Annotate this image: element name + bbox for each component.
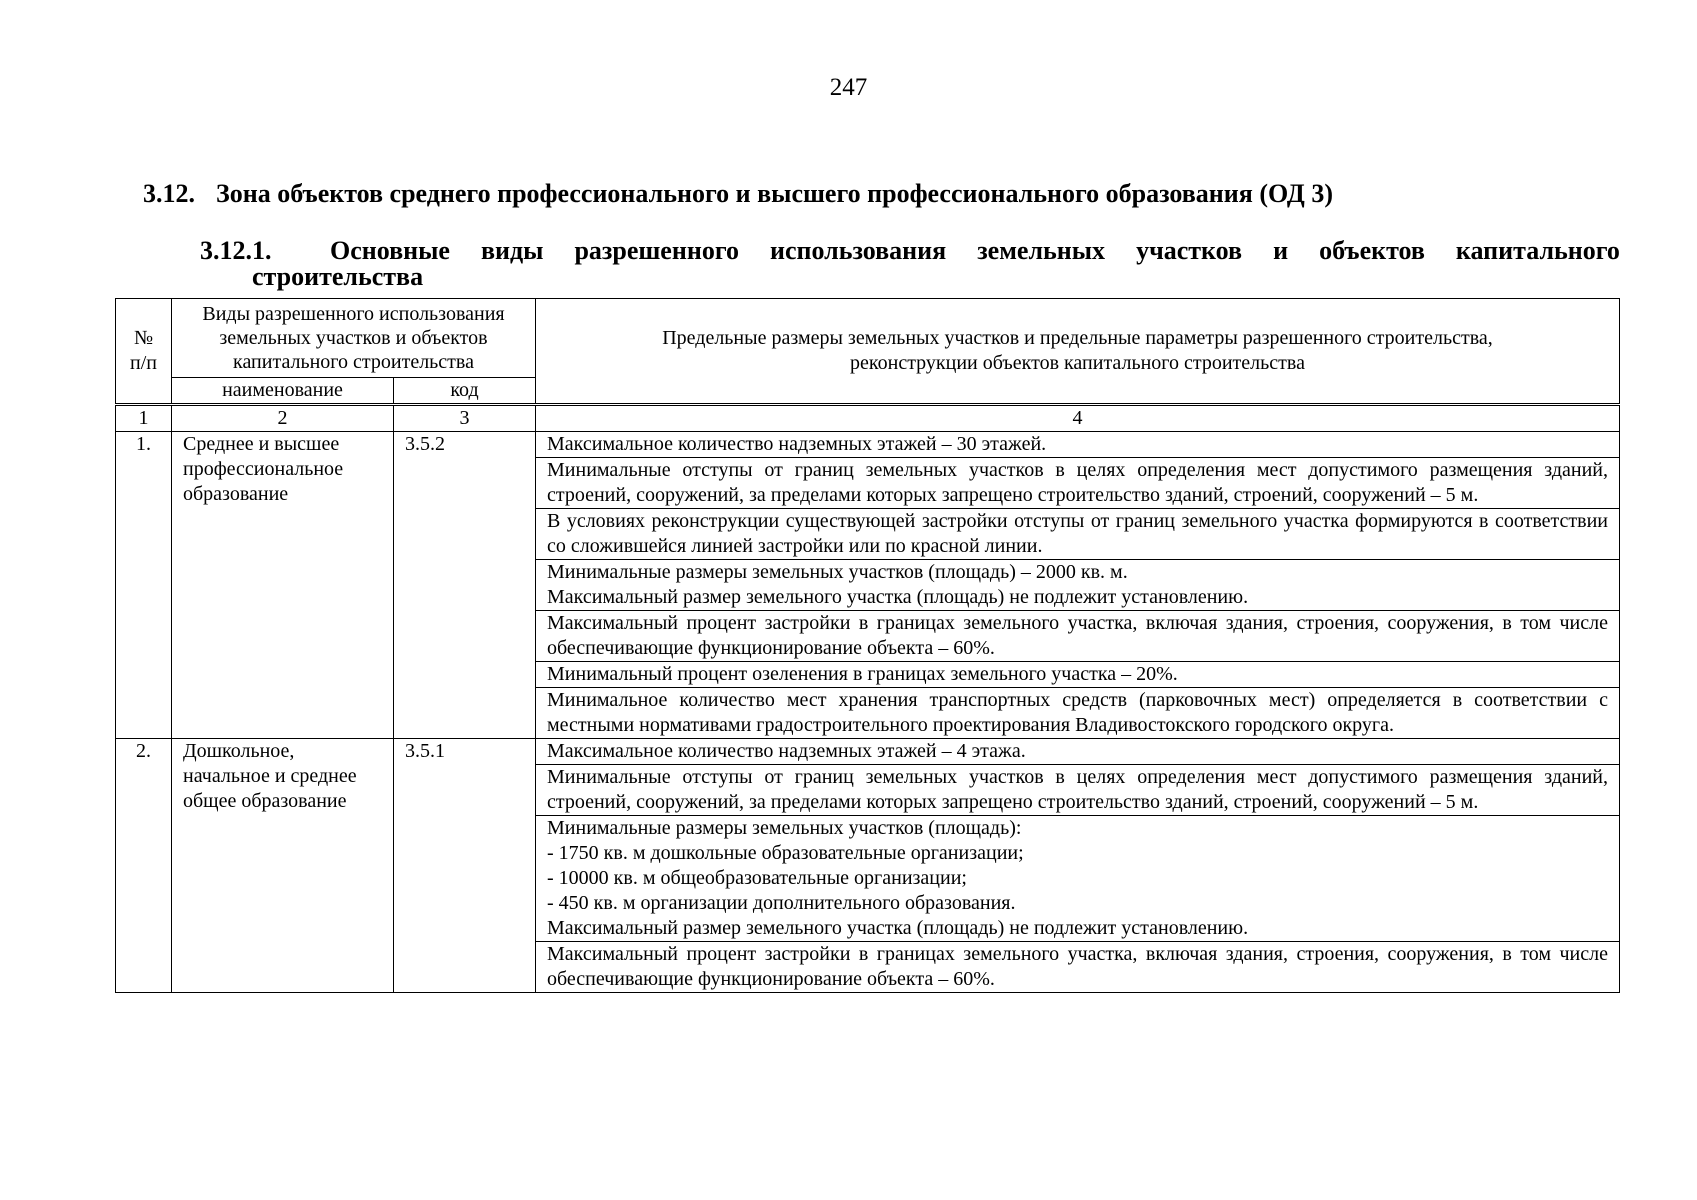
subsection-title-line2: строительства [252, 262, 424, 291]
parameter-cell: Минимальные отступы от границ земельных участков в целях определения мест допустимого размещения зданий, строений, сооружений, за пределами которых запрещено строительство зданий, строений, сооружений – 5 м. [536, 458, 1620, 509]
header-name: наименование [172, 378, 394, 404]
subsection-title-word: виды [480, 236, 544, 265]
subsection-title-word: объектов [1319, 236, 1425, 265]
section-title-text: Зона объектов среднего профессионального и высшего профессионального образования (ОД 3) [216, 179, 1333, 208]
subsection-title-word: разрешенного [574, 236, 739, 265]
subsection-title-word: использования [769, 236, 947, 265]
parameter-cell: Максимальный процент застройки в границах земельного участка, включая здания, строения, сооружения, в том числе обеспечивающие функционирование объекта – 60%. [536, 942, 1620, 993]
parameter-cell: Максимальное количество надземных этажей – 30 этажей. [536, 432, 1620, 458]
section-title [143, 179, 1333, 209]
table-body [115, 405, 1620, 993]
column-number: 3 [394, 406, 536, 432]
parameter-cell: Максимальный процент застройки в границах земельного участка, включая здания, строения, сооружения, в том числе обеспечивающие функционирование объекта – 60%. [536, 611, 1620, 662]
table-row [116, 432, 1620, 458]
header-types: Виды разрешенного использования земельных участков и объектов капитального строительства [172, 299, 536, 378]
use-name: Дошкольное, начальное и среднее общее образование [172, 739, 394, 993]
row-number: 1. [116, 432, 172, 739]
subsection-title-text [330, 238, 1620, 264]
page-number: 247 [829, 74, 868, 101]
header-params: Предельные размеры земельных участков и предельные параметры разрешенного строительства, реконструкции объектов капитального строительства [536, 299, 1620, 404]
subsection-number: 3.12.1. [200, 236, 272, 265]
parameter-cell: Максимальное количество надземных этажей – 4 этажа. [536, 739, 1620, 765]
section-number: 3.12. [143, 179, 195, 208]
subsection-title-word: земельных [977, 236, 1106, 265]
subsection-title-line1 [200, 238, 1620, 264]
subsection-title-word: капитального [1455, 236, 1620, 265]
table-header [115, 298, 1620, 404]
row-number: 2. [116, 739, 172, 993]
column-number-row [116, 406, 1620, 432]
parameter-cell: Минимальные размеры земельных участков (площадь) – 2000 кв. м. Максимальный размер земельного участка (площадь) не подлежит установлению. [536, 560, 1620, 611]
column-number: 4 [536, 406, 1620, 432]
parameter-cell: Минимальные отступы от границ земельных участков в целях определения мест допустимого размещения зданий, строений, сооружений, за пределами которых запрещено строительство зданий, строений, сооружений – 5 м. [536, 765, 1620, 816]
header-num: № п/п [116, 299, 172, 404]
subsection-title-word: и [1273, 236, 1289, 265]
column-number: 2 [172, 406, 394, 432]
parameter-cell: В условиях реконструкции существующей застройки отступы от границ земельного участка формируются в соответствии со сложившейся линией застройки или по красной линии. [536, 509, 1620, 560]
subsection-title-word: участков [1136, 236, 1243, 265]
header-code: код [394, 378, 536, 404]
table-row [116, 739, 1620, 765]
parameter-cell: Минимальное количество мест хранения транспортных средств (парковочных мест) определяется в соответствии с местными нормативами градостроительного проектирования Владивостокского городского округа. [536, 688, 1620, 739]
parameter-cell: Минимальный процент озеленения в границах земельного участка – 20%. [536, 662, 1620, 688]
parameter-cell: Минимальные размеры земельных участков (площадь): - 1750 кв. м дошкольные образовательные организации; - 10000 кв. м общеобразовательные организации; - 450 кв. м организации дополнительного образования. Максимальный размер земельного участка (площадь) не подлежит установлению. [536, 816, 1620, 942]
use-code: 3.5.1 [394, 739, 536, 993]
subsection-title [200, 238, 1620, 290]
column-number: 1 [116, 406, 172, 432]
use-name: Среднее и высшее профессиональное образование [172, 432, 394, 739]
use-code: 3.5.2 [394, 432, 536, 739]
subsection-title-word: Основные [330, 236, 450, 265]
